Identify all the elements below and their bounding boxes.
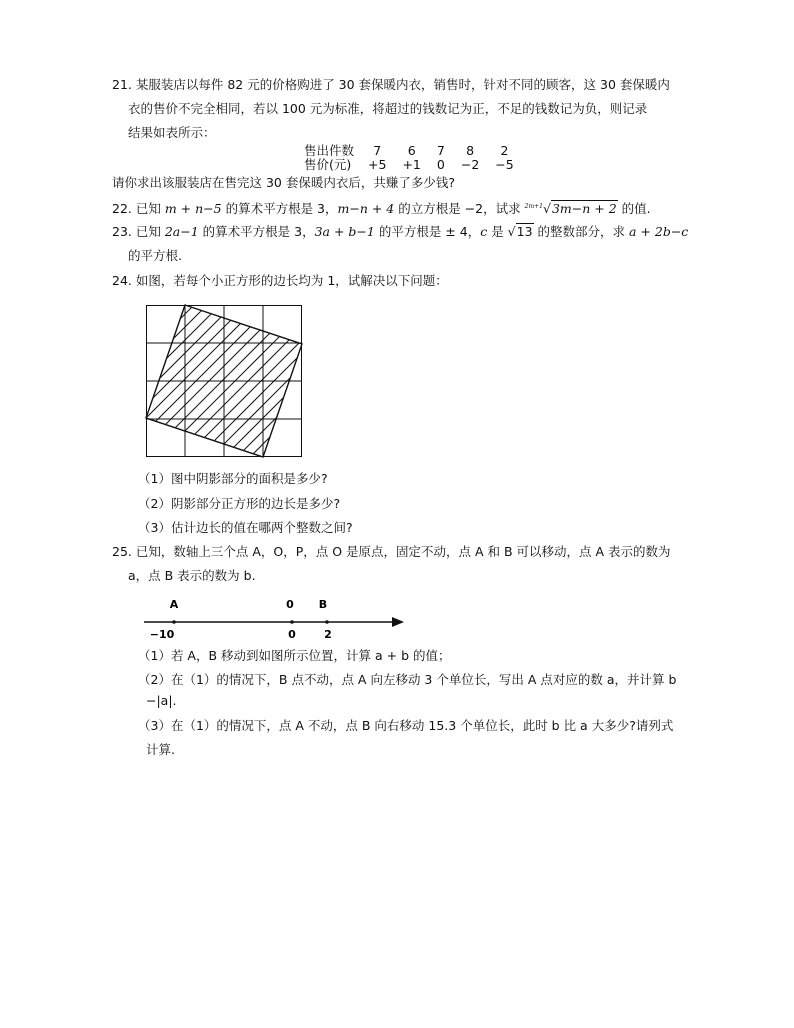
table-cell: +5 — [368, 157, 387, 172]
hatch-line — [0, 305, 64, 465]
point-o-dot — [290, 620, 294, 624]
q21-question: 请你求出该服装店在售完这 30 套保暖内衣后，共赚了多少钱? — [112, 175, 455, 190]
tick-two: 2 — [324, 628, 332, 641]
point-a-dot — [172, 620, 176, 624]
hatch-line — [0, 305, 90, 465]
table-cell: 6 — [407, 143, 416, 158]
hatch-line — [34, 305, 194, 465]
q22-line — [112, 198, 651, 218]
q23-text-1: 的算术平方根是 3， — [198, 224, 315, 239]
hatch-line — [8, 305, 168, 465]
q23-text-2: 的平方根是 ± 4， — [374, 224, 481, 239]
q25-line-2: a，点 B 表示的数为 b. — [128, 568, 256, 583]
q23-prefix: 23. 已知 — [112, 224, 165, 239]
hatch-line — [255, 305, 415, 465]
radical-sign-icon: √ — [507, 224, 516, 239]
hatch-line — [151, 305, 311, 465]
shaded-square-hatching — [0, 305, 454, 465]
table-row — [304, 158, 522, 172]
radical-sign-icon: √ — [542, 201, 551, 217]
table-cell: 0 — [436, 157, 445, 172]
table-cell: −2 — [460, 157, 480, 172]
q21-line-2: 衣的售价不完全相同，若以 100 元为标准，将超过的钱数记为正，不足的钱数记为负，则记录 — [128, 101, 648, 116]
hatch-line — [0, 305, 38, 465]
tick-zero: 0 — [288, 628, 296, 641]
hatch-line — [0, 305, 12, 465]
hatch-line — [0, 305, 103, 465]
q23-expr-4: a + 2b−c — [629, 224, 689, 239]
q23-text-4: 的整数部分，求 — [533, 224, 629, 239]
q22-text-1: 的算术平方根是 3， — [221, 201, 338, 217]
q22-expr-2: m−n + 4 — [337, 201, 395, 217]
q24-grid-figure — [146, 305, 302, 457]
label-o: 0 — [286, 598, 294, 611]
q22-suffix: 的值. — [617, 201, 651, 217]
q21-line-3: 结果如表所示： — [128, 125, 216, 140]
q23-expr-2: 3a + b−1 — [314, 224, 375, 239]
table-cell: 7 — [373, 143, 382, 158]
hatch-line — [268, 305, 428, 465]
q25-item-2-line-2: −|a|. — [146, 693, 177, 708]
q22-text-2: 的立方根是 −2，试求 — [394, 201, 525, 217]
table-row-label: 售出件数 — [304, 143, 355, 158]
table-row — [304, 144, 522, 158]
hatch-line — [73, 305, 233, 465]
hatch-line — [60, 305, 220, 465]
label-b: B — [318, 598, 328, 611]
hatch-line — [242, 305, 402, 465]
hatch-line — [0, 305, 155, 465]
q25-item-1: （1）若 A，B 移动到如图所示位置，计算 a + b 的值； — [138, 648, 451, 663]
table-cell: +1 — [402, 157, 421, 172]
q21-line-1: 21. 某服装店以每件 82 元的价格购进了 30 套保暖内衣，销售时，针对不同的顾客，这 30 套保暖内 — [112, 77, 670, 92]
q23-line-2: 的平方根. — [128, 248, 182, 263]
q23-radicand: 13 — [516, 224, 533, 239]
hatch-line — [0, 305, 51, 465]
hatch-line — [281, 305, 441, 465]
table-cell: −5 — [495, 157, 514, 172]
hatch-line — [0, 305, 116, 465]
hatch-line — [47, 305, 207, 465]
q22-root-index: 2m+1 — [524, 203, 543, 210]
hatch-line — [112, 305, 272, 465]
q25-number-line — [140, 594, 410, 644]
label-a: A — [169, 598, 179, 611]
tick-minus-ten: −10 — [149, 628, 175, 641]
q25-item-3-line-1: （3）在（1）的情况下，点 A 不动，点 B 向右移动 15.3 个单位长，此时 b 比 a 大多少?请列式 — [138, 718, 674, 733]
hatch-line — [0, 305, 129, 465]
q23-expr-3: c — [480, 224, 488, 239]
point-b-dot — [325, 620, 329, 624]
q22-radicand: 3m−n + 2 — [551, 201, 617, 217]
table-row-label: 售价(元) — [304, 157, 352, 172]
hatch-line — [0, 305, 77, 465]
hatch-line — [164, 305, 324, 465]
hatch-line — [125, 305, 285, 465]
hatch-line — [86, 305, 246, 465]
hatch-line — [294, 305, 454, 465]
hatch-line — [0, 305, 25, 465]
q24-item-1: （1）图中阴影部分的面积是多少? — [138, 471, 328, 486]
table-cell: 2 — [500, 143, 509, 158]
q23-text-3: 是 — [487, 224, 508, 239]
q25-line-1: 25. 已知，数轴上三个点 A，O，P，点 O 是原点，固定不动，点 A 和 B 可以移动，点 A 表示的数为 — [112, 544, 671, 559]
table-cell: 7 — [436, 143, 445, 158]
q23-expr-1: 2a−1 — [164, 224, 199, 239]
q22-prefix: 22. 已知 — [112, 201, 165, 217]
hatch-line — [229, 305, 389, 465]
q24-item-3: （3）估计边长的值在哪两个整数之间? — [138, 520, 353, 535]
table-cell: 8 — [466, 143, 475, 158]
q23-line-1 — [112, 223, 688, 241]
q25-item-3-line-2: 计算. — [146, 742, 175, 757]
q24-stem: 24. 如图，若每个小正方形的边长均为 1，试解决以下问题： — [112, 273, 448, 288]
q24-item-2: （2）阴影部分正方形的边长是多少? — [138, 496, 341, 511]
q25-item-2-line-1: （2）在（1）的情况下，B 点不动，点 A 向左移动 3 个单位长，写出 A 点对应的数 a，并计算 b — [138, 672, 677, 687]
q22-expr-1: m + n−5 — [164, 201, 222, 217]
hatch-line — [0, 305, 142, 465]
hatch-line — [99, 305, 259, 465]
hatch-line — [216, 305, 376, 465]
arrow-right-icon — [392, 617, 404, 627]
hatch-line — [203, 305, 363, 465]
q21-sales-table — [304, 144, 522, 172]
hatch-line — [138, 305, 298, 465]
